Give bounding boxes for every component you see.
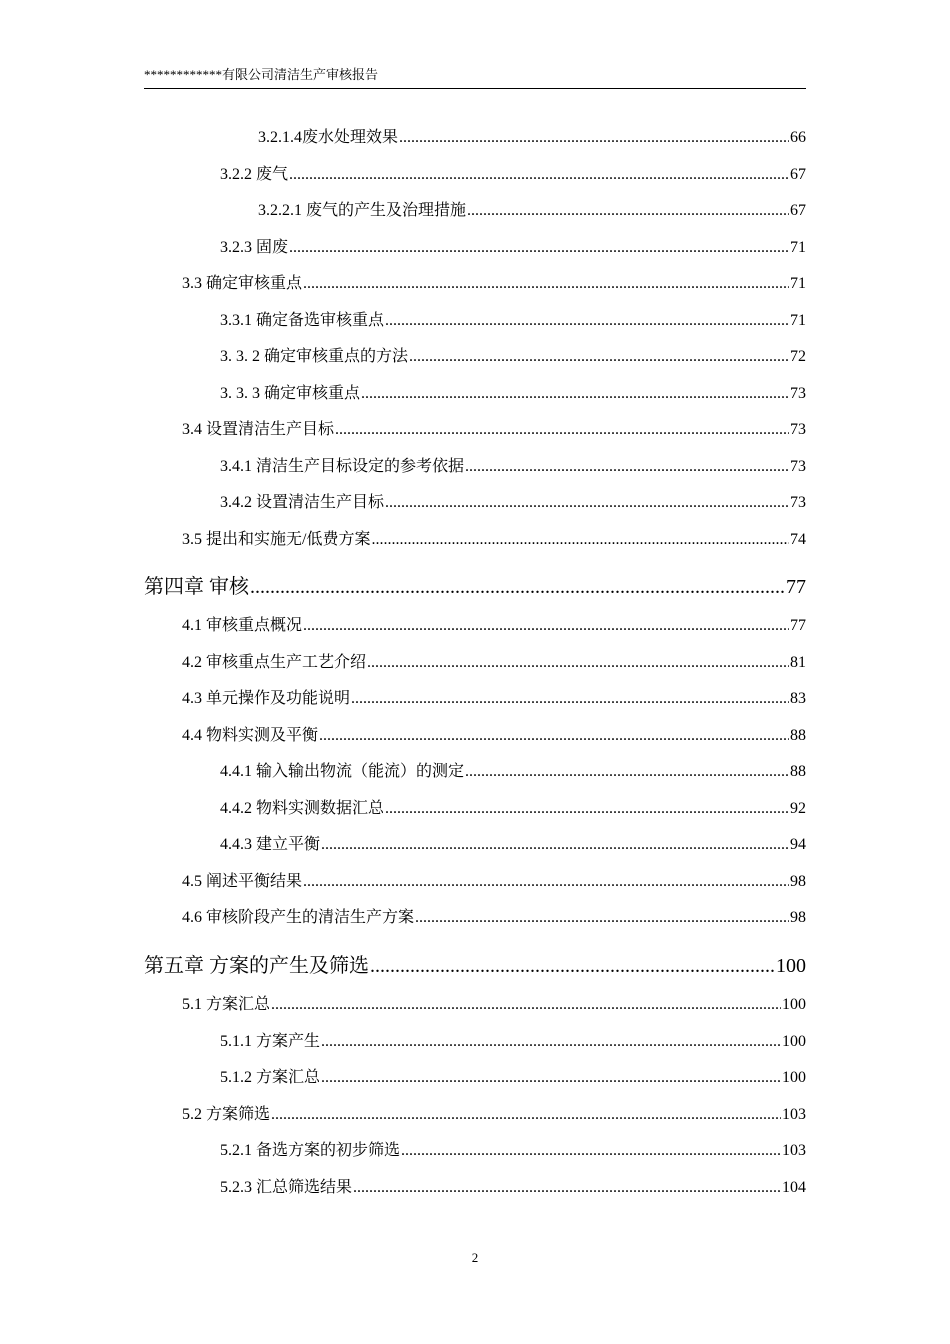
toc-entry-page: 83 [790, 690, 806, 707]
toc-leader-dots [370, 953, 775, 979]
toc-leader-dots [289, 237, 789, 259]
toc-leader-dots [321, 834, 789, 856]
toc-entry-label: 3.3.1 确定备选审核重点 [220, 312, 385, 329]
toc-entry-label: 4.4.3 建立平衡 [220, 836, 321, 853]
toc-entry-page: 98 [790, 909, 806, 926]
toc-leader-dots [319, 725, 789, 747]
toc-entry[interactable] [182, 688, 806, 710]
toc-entry-page: 72 [790, 348, 806, 365]
toc-entry[interactable] [220, 346, 806, 368]
toc-entry[interactable] [220, 164, 806, 186]
toc-entry-page: 100 [782, 996, 806, 1013]
toc-entry-label: 3.4.1 清洁生产目标设定的参考依据 [220, 458, 465, 475]
toc-chapter-entry[interactable] [144, 574, 806, 600]
toc-entry-label: 4.3 单元操作及功能说明 [182, 690, 351, 707]
toc-leader-dots [385, 492, 789, 514]
toc-leader-dots [250, 574, 785, 600]
toc-entry-label: 4.4 物料实测及平衡 [182, 727, 319, 744]
toc-entry-label: 3.2.2 废气 [220, 166, 289, 183]
toc-entry[interactable] [258, 127, 806, 149]
toc-entry-page: 73 [790, 421, 806, 438]
toc-entry-page: 71 [790, 239, 806, 256]
toc-entry-page: 103 [782, 1142, 806, 1159]
toc-entry-label: 3.2.3 固废 [220, 239, 289, 256]
toc-entry-page: 94 [790, 836, 806, 853]
toc-entry[interactable] [182, 652, 806, 674]
toc-entry-page: 92 [790, 800, 806, 817]
toc-entry[interactable] [220, 383, 806, 405]
toc-entry-page: 77 [786, 576, 806, 598]
toc-entry-page: 73 [790, 494, 806, 511]
toc-leader-dots [385, 798, 789, 820]
toc-entry-page: 77 [790, 617, 806, 634]
toc-entry-page: 67 [790, 202, 806, 219]
toc-leader-dots [321, 1031, 781, 1053]
toc-entry[interactable] [220, 492, 806, 514]
toc-entry-label: 4.4.1 输入输出物流（能流）的测定 [220, 763, 465, 780]
toc-leader-dots [303, 871, 789, 893]
toc-leader-dots [409, 346, 789, 368]
toc-leader-dots [351, 688, 789, 710]
toc-entry-label: 5.1.2 方案汇总 [220, 1069, 321, 1086]
toc-entry[interactable] [220, 456, 806, 478]
toc-entry[interactable] [220, 1177, 806, 1199]
toc-entry-page: 100 [782, 1069, 806, 1086]
page-number: 2 [471, 1250, 479, 1265]
toc-entry-page: 98 [790, 873, 806, 890]
toc-entry-page: 88 [790, 727, 806, 744]
toc-entry-label: 5.2.3 汇总筛选结果 [220, 1179, 353, 1196]
toc-leader-dots [289, 164, 789, 186]
toc-entry-page: 67 [790, 166, 806, 183]
toc-entry-page: 73 [790, 458, 806, 475]
toc-entry[interactable] [182, 1104, 806, 1126]
toc-entry-label: 5.2 方案筛选 [182, 1106, 271, 1123]
toc-chapter-entry[interactable] [144, 953, 806, 979]
toc-entry[interactable] [182, 529, 806, 551]
toc-entry-page: 81 [790, 654, 806, 671]
toc-entry-page: 104 [782, 1179, 806, 1196]
toc-entry[interactable] [182, 273, 806, 295]
toc-entry-label: 4.1 审核重点概况 [182, 617, 303, 634]
toc-entry-page: 71 [790, 312, 806, 329]
toc-entry[interactable] [182, 419, 806, 441]
toc-entry-page: 74 [790, 531, 806, 548]
toc-entry-label: 4.5 阐述平衡结果 [182, 873, 303, 890]
toc-entry-label: 4.4.2 物料实测数据汇总 [220, 800, 385, 817]
toc-entry[interactable] [182, 725, 806, 747]
toc-entry-label: 5.1.1 方案产生 [220, 1033, 321, 1050]
toc-entry-label: 3.2.1.4废水处理效果 [258, 129, 399, 146]
toc-entry[interactable] [182, 871, 806, 893]
toc-leader-dots [361, 383, 789, 405]
toc-entry-page: 88 [790, 763, 806, 780]
toc-leader-dots [371, 529, 789, 551]
toc-entry-label: 5.2.1 备选方案的初步筛选 [220, 1142, 401, 1159]
toc-leader-dots [303, 273, 789, 295]
toc-entry[interactable] [220, 237, 806, 259]
toc-entry-label: 5.1 方案汇总 [182, 996, 271, 1013]
toc-entry[interactable] [220, 1140, 806, 1162]
toc-leader-dots [465, 761, 789, 783]
toc-leader-dots [321, 1067, 781, 1089]
toc-entry[interactable] [220, 310, 806, 332]
toc-entry[interactable] [220, 761, 806, 783]
toc-entry[interactable] [182, 907, 806, 929]
toc-entry-label: 第四章 审核 [144, 576, 249, 598]
toc-leader-dots [303, 615, 789, 637]
toc-leader-dots [367, 652, 789, 674]
header-title: ************有限公司清洁生产审核报告 [144, 67, 379, 82]
toc-entry-page: 100 [782, 1033, 806, 1050]
toc-entry[interactable] [220, 1031, 806, 1053]
toc-entry-label: 4.2 审核重点生产工艺介绍 [182, 654, 367, 671]
toc-leader-dots [401, 1140, 781, 1162]
toc-leader-dots [271, 994, 781, 1016]
toc-entry-label: 4.6 审核阶段产生的清洁生产方案 [182, 909, 415, 926]
toc-entry-page: 103 [782, 1106, 806, 1123]
toc-entry-page: 100 [776, 955, 806, 977]
toc-leader-dots [353, 1177, 781, 1199]
toc-entry[interactable] [182, 994, 806, 1016]
toc-entry-label: 3.2.2.1 废气的产生及治理措施 [258, 202, 467, 219]
toc-leader-dots [399, 127, 789, 149]
toc-entry[interactable] [182, 615, 806, 637]
toc-leader-dots [335, 419, 789, 441]
toc-entry-page: 71 [790, 275, 806, 292]
toc-entry-label: 3.5 提出和实施无/低费方案 [182, 531, 371, 548]
toc-entry-label: 3. 3. 2 确定审核重点的方法 [220, 348, 409, 365]
toc-entry-label: 3.3 确定审核重点 [182, 275, 303, 292]
toc-leader-dots [467, 200, 789, 222]
toc-leader-dots [385, 310, 789, 332]
toc-entry-page: 73 [790, 385, 806, 402]
toc-entry-page: 66 [790, 129, 806, 146]
toc-leader-dots [271, 1104, 781, 1126]
toc-entry[interactable] [258, 200, 806, 222]
toc-entry[interactable] [220, 798, 806, 820]
toc-leader-dots [465, 456, 789, 478]
toc-entry[interactable] [220, 834, 806, 856]
toc-entry-label: 第五章 方案的产生及筛选 [144, 955, 369, 977]
toc-leader-dots [415, 907, 789, 929]
toc-entry-label: 3.4.2 设置清洁生产目标 [220, 494, 385, 511]
toc-entry-label: 3. 3. 3 确定审核重点 [220, 385, 361, 402]
toc-entry[interactable] [220, 1067, 806, 1089]
toc-entry-label: 3.4 设置清洁生产目标 [182, 421, 335, 438]
